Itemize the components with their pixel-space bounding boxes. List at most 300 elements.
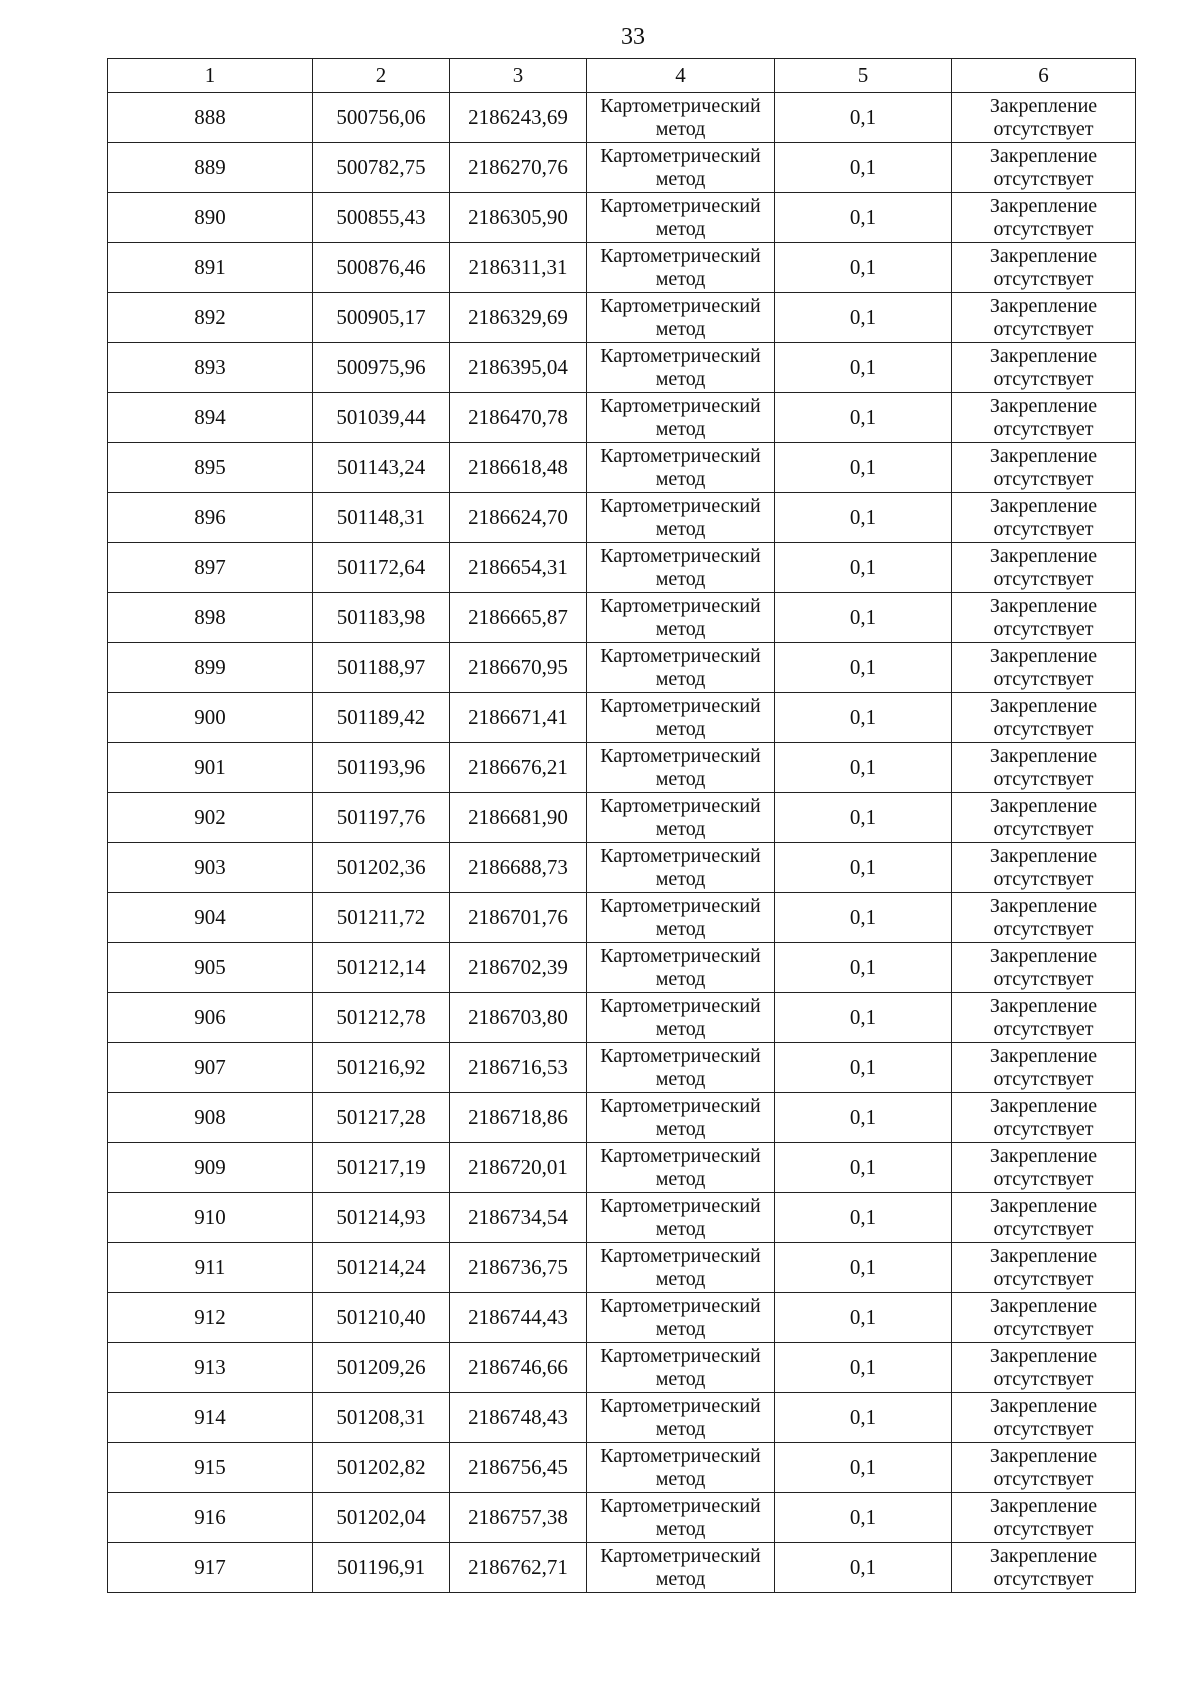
method-cell-line: метод	[655, 867, 706, 890]
accuracy-cell: 0,1	[775, 1193, 952, 1243]
method-cell	[587, 443, 775, 493]
point-number-cell: 910	[108, 1193, 313, 1243]
accuracy-cell: 0,1	[775, 1043, 952, 1093]
method-cell-line: метод	[655, 1467, 706, 1490]
table-row	[108, 1193, 1136, 1243]
fixing-cell-line: отсутствует	[993, 1167, 1094, 1190]
method-cell-line: Картометрический	[600, 744, 761, 767]
x-coordinate-cell: 501193,96	[313, 743, 450, 793]
method-cell-line: метод	[655, 1067, 706, 1090]
fixing-cell-line: отсутствует	[993, 417, 1094, 440]
table-row	[108, 143, 1136, 193]
fixing-cell	[952, 593, 1136, 643]
header-cell-4: 4	[587, 59, 775, 93]
fixing-cell-line: отсутствует	[993, 117, 1094, 140]
fixing-cell-line: отсутствует	[993, 917, 1094, 940]
accuracy-cell: 0,1	[775, 393, 952, 443]
method-cell	[587, 393, 775, 443]
fixing-cell	[952, 743, 1136, 793]
accuracy-cell: 0,1	[775, 343, 952, 393]
header-cell-3: 3	[450, 59, 587, 93]
y-coordinate-cell: 2186470,78	[450, 393, 587, 443]
method-cell-line: Картометрический	[600, 844, 761, 867]
method-cell-line: метод	[655, 517, 706, 540]
method-cell-line: метод	[655, 917, 706, 940]
fixing-cell-line: Закрепление	[989, 1494, 1098, 1517]
table-row	[108, 693, 1136, 743]
fixing-cell-line: Закрепление	[989, 794, 1098, 817]
accuracy-cell: 0,1	[775, 293, 952, 343]
method-cell-line: Картометрический	[600, 144, 761, 167]
method-cell	[587, 1143, 775, 1193]
method-cell-line: Картометрический	[600, 994, 761, 1017]
method-cell	[587, 1093, 775, 1143]
fixing-cell	[952, 843, 1136, 893]
x-coordinate-cell: 501148,31	[313, 493, 450, 543]
accuracy-cell: 0,1	[775, 543, 952, 593]
method-cell-line: Картометрический	[600, 944, 761, 967]
header-cell-1: 1	[108, 59, 313, 93]
method-cell	[587, 793, 775, 843]
fixing-cell-line: отсутствует	[993, 367, 1094, 390]
fixing-cell	[952, 1193, 1136, 1243]
method-cell-line: метод	[655, 767, 706, 790]
accuracy-cell: 0,1	[775, 993, 952, 1043]
x-coordinate-cell: 501210,40	[313, 1293, 450, 1343]
accuracy-cell: 0,1	[775, 643, 952, 693]
fixing-cell-line: Закрепление	[989, 1044, 1098, 1067]
table-row	[108, 1243, 1136, 1293]
fixing-cell-line: Закрепление	[989, 544, 1098, 567]
point-number-cell: 909	[108, 1143, 313, 1193]
fixing-cell-line: отсутствует	[993, 1367, 1094, 1390]
fixing-cell-line: отсутствует	[993, 467, 1094, 490]
table-row	[108, 1443, 1136, 1493]
fixing-cell	[952, 643, 1136, 693]
fixing-cell	[952, 193, 1136, 243]
fixing-cell-line: отсутствует	[993, 1317, 1094, 1340]
method-cell	[587, 343, 775, 393]
point-number-cell: 891	[108, 243, 313, 293]
fixing-cell-line: отсутствует	[993, 1117, 1094, 1140]
y-coordinate-cell: 2186654,31	[450, 543, 587, 593]
accuracy-cell: 0,1	[775, 943, 952, 993]
table-row	[108, 93, 1136, 143]
x-coordinate-cell: 500782,75	[313, 143, 450, 193]
x-coordinate-cell: 501189,42	[313, 693, 450, 743]
point-number-cell: 911	[108, 1243, 313, 1293]
method-cell-line: Картометрический	[600, 1494, 761, 1517]
fixing-cell-line: отсутствует	[993, 617, 1094, 640]
method-cell	[587, 643, 775, 693]
point-number-cell: 888	[108, 93, 313, 143]
method-cell-line: метод	[655, 1167, 706, 1190]
method-cell-line: Картометрический	[600, 1044, 761, 1067]
table-row	[108, 243, 1136, 293]
point-number-cell: 898	[108, 593, 313, 643]
method-cell	[587, 843, 775, 893]
fixing-cell-line: отсутствует	[993, 267, 1094, 290]
header-cell-2: 2	[313, 59, 450, 93]
method-cell-line: метод	[655, 217, 706, 240]
method-cell-line: метод	[655, 1317, 706, 1340]
table-row	[108, 1543, 1136, 1593]
accuracy-cell: 0,1	[775, 1143, 952, 1193]
method-cell-line: метод	[655, 617, 706, 640]
method-cell-line: Картометрический	[600, 244, 761, 267]
y-coordinate-cell: 2186665,87	[450, 593, 587, 643]
method-cell-line: Картометрический	[600, 1144, 761, 1167]
y-coordinate-cell: 2186701,76	[450, 893, 587, 943]
fixing-cell	[952, 993, 1136, 1043]
point-number-cell: 912	[108, 1293, 313, 1343]
method-cell-line: Картометрический	[600, 1094, 761, 1117]
fixing-cell-line: Закрепление	[989, 344, 1098, 367]
accuracy-cell: 0,1	[775, 243, 952, 293]
table-row	[108, 893, 1136, 943]
fixing-cell-line: отсутствует	[993, 1217, 1094, 1240]
table-row	[108, 343, 1136, 393]
fixing-cell	[952, 1543, 1136, 1593]
fixing-cell	[952, 443, 1136, 493]
fixing-cell-line: Закрепление	[989, 894, 1098, 917]
x-coordinate-cell: 501208,31	[313, 1393, 450, 1443]
fixing-cell-line: Закрепление	[989, 294, 1098, 317]
method-cell-line: Картометрический	[600, 644, 761, 667]
method-cell	[587, 193, 775, 243]
method-cell-line: метод	[655, 417, 706, 440]
method-cell	[587, 293, 775, 343]
table-row	[108, 743, 1136, 793]
method-cell	[587, 743, 775, 793]
method-cell-line: метод	[655, 1417, 706, 1440]
y-coordinate-cell: 2186670,95	[450, 643, 587, 693]
accuracy-cell: 0,1	[775, 493, 952, 543]
x-coordinate-cell: 501211,72	[313, 893, 450, 943]
fixing-cell-line: отсутствует	[993, 167, 1094, 190]
point-number-cell: 890	[108, 193, 313, 243]
fixing-cell-line: отсутствует	[993, 667, 1094, 690]
method-cell-line: метод	[655, 717, 706, 740]
x-coordinate-cell: 501214,24	[313, 1243, 450, 1293]
method-cell-line: Картометрический	[600, 1244, 761, 1267]
method-cell-line: Картометрический	[600, 1394, 761, 1417]
accuracy-cell: 0,1	[775, 743, 952, 793]
fixing-cell	[952, 1143, 1136, 1193]
point-number-cell: 901	[108, 743, 313, 793]
fixing-cell-line: Закрепление	[989, 944, 1098, 967]
fixing-cell-line: отсутствует	[993, 1267, 1094, 1290]
method-cell	[587, 1193, 775, 1243]
fixing-cell-line: отсутствует	[993, 1067, 1094, 1090]
fixing-cell	[952, 1243, 1136, 1293]
page-number: 33	[621, 24, 645, 50]
method-cell	[587, 893, 775, 943]
x-coordinate-cell: 501217,19	[313, 1143, 450, 1193]
y-coordinate-cell: 2186716,53	[450, 1043, 587, 1093]
header-cell-5: 5	[775, 59, 952, 93]
header-row	[108, 59, 1136, 93]
method-cell	[587, 1393, 775, 1443]
y-coordinate-cell: 2186744,43	[450, 1293, 587, 1343]
accuracy-cell: 0,1	[775, 1493, 952, 1543]
accuracy-cell: 0,1	[775, 193, 952, 243]
fixing-cell	[952, 793, 1136, 843]
table-row	[108, 1293, 1136, 1343]
fixing-cell-line: Закрепление	[989, 1344, 1098, 1367]
method-cell	[587, 943, 775, 993]
fixing-cell-line: Закрепление	[989, 1394, 1098, 1417]
fixing-cell	[952, 1293, 1136, 1343]
accuracy-cell: 0,1	[775, 1343, 952, 1393]
accuracy-cell: 0,1	[775, 1443, 952, 1493]
fixing-cell	[952, 393, 1136, 443]
method-cell-line: метод	[655, 367, 706, 390]
method-cell-line: Картометрический	[600, 294, 761, 317]
x-coordinate-cell: 501217,28	[313, 1093, 450, 1143]
fixing-cell	[952, 293, 1136, 343]
point-number-cell: 899	[108, 643, 313, 693]
method-cell	[587, 993, 775, 1043]
x-coordinate-cell: 501039,44	[313, 393, 450, 443]
table-row	[108, 943, 1136, 993]
fixing-cell-line: отсутствует	[993, 217, 1094, 240]
fixing-cell-line: Закрепление	[989, 494, 1098, 517]
fixing-cell	[952, 693, 1136, 743]
y-coordinate-cell: 2186762,71	[450, 1543, 587, 1593]
method-cell-line: метод	[655, 467, 706, 490]
method-cell-line: Картометрический	[600, 894, 761, 917]
method-cell	[587, 593, 775, 643]
y-coordinate-cell: 2186243,69	[450, 93, 587, 143]
point-number-cell: 896	[108, 493, 313, 543]
fixing-cell-line: отсутствует	[993, 967, 1094, 990]
fixing-cell	[952, 1343, 1136, 1393]
method-cell	[587, 1543, 775, 1593]
fixing-cell-line: Закрепление	[989, 1194, 1098, 1217]
method-cell-line: метод	[655, 1117, 706, 1140]
fixing-cell-line: Закрепление	[989, 444, 1098, 467]
fixing-cell-line: отсутствует	[993, 867, 1094, 890]
y-coordinate-cell: 2186702,39	[450, 943, 587, 993]
table-row	[108, 493, 1136, 543]
accuracy-cell: 0,1	[775, 1293, 952, 1343]
x-coordinate-cell: 501209,26	[313, 1343, 450, 1393]
method-cell-line: Картометрический	[600, 1194, 761, 1217]
x-coordinate-cell: 500975,96	[313, 343, 450, 393]
y-coordinate-cell: 2186756,45	[450, 1443, 587, 1493]
fixing-cell	[952, 143, 1136, 193]
y-coordinate-cell: 2186311,31	[450, 243, 587, 293]
method-cell-line: метод	[655, 1217, 706, 1240]
y-coordinate-cell: 2186757,38	[450, 1493, 587, 1543]
table-row	[108, 1143, 1136, 1193]
table-row	[108, 643, 1136, 693]
fixing-cell	[952, 243, 1136, 293]
table-row	[108, 193, 1136, 243]
accuracy-cell: 0,1	[775, 1243, 952, 1293]
accuracy-cell: 0,1	[775, 893, 952, 943]
x-coordinate-cell: 500756,06	[313, 93, 450, 143]
method-cell-line: Картометрический	[600, 544, 761, 567]
fixing-cell-line: Закрепление	[989, 844, 1098, 867]
x-coordinate-cell: 501212,78	[313, 993, 450, 1043]
accuracy-cell: 0,1	[775, 1393, 952, 1443]
fixing-cell-line: отсутствует	[993, 767, 1094, 790]
point-number-cell: 906	[108, 993, 313, 1043]
point-number-cell: 897	[108, 543, 313, 593]
method-cell-line: метод	[655, 1517, 706, 1540]
y-coordinate-cell: 2186688,73	[450, 843, 587, 893]
point-number-cell: 893	[108, 343, 313, 393]
y-coordinate-cell: 2186748,43	[450, 1393, 587, 1443]
point-number-cell: 917	[108, 1543, 313, 1593]
method-cell-line: Картометрический	[600, 194, 761, 217]
method-cell	[587, 1293, 775, 1343]
fixing-cell-line: Закрепление	[989, 694, 1098, 717]
x-coordinate-cell: 501172,64	[313, 543, 450, 593]
point-number-cell: 900	[108, 693, 313, 743]
fixing-cell	[952, 343, 1136, 393]
accuracy-cell: 0,1	[775, 143, 952, 193]
table-header	[108, 59, 1136, 93]
method-cell-line: метод	[655, 117, 706, 140]
y-coordinate-cell: 2186746,66	[450, 1343, 587, 1393]
fixing-cell-line: отсутствует	[993, 1467, 1094, 1490]
fixing-cell-line: Закрепление	[989, 1094, 1098, 1117]
method-cell	[587, 1243, 775, 1293]
fixing-cell	[952, 1393, 1136, 1443]
y-coordinate-cell: 2186395,04	[450, 343, 587, 393]
x-coordinate-cell: 501202,04	[313, 1493, 450, 1543]
y-coordinate-cell: 2186681,90	[450, 793, 587, 843]
accuracy-cell: 0,1	[775, 693, 952, 743]
table-row	[108, 843, 1136, 893]
fixing-cell-line: Закрепление	[989, 1294, 1098, 1317]
fixing-cell-line: отсутствует	[993, 317, 1094, 340]
table-row	[108, 393, 1136, 443]
table-row	[108, 593, 1136, 643]
fixing-cell-line: отсутствует	[993, 717, 1094, 740]
point-number-cell: 903	[108, 843, 313, 893]
method-cell	[587, 693, 775, 743]
point-number-cell: 914	[108, 1393, 313, 1443]
fixing-cell-line: Закрепление	[989, 1444, 1098, 1467]
table-row	[108, 793, 1136, 843]
fixing-cell-line: Закрепление	[989, 394, 1098, 417]
point-number-cell: 902	[108, 793, 313, 843]
point-number-cell: 913	[108, 1343, 313, 1393]
method-cell	[587, 143, 775, 193]
method-cell-line: Картометрический	[600, 1294, 761, 1317]
fixing-cell-line: Закрепление	[989, 744, 1098, 767]
y-coordinate-cell: 2186736,75	[450, 1243, 587, 1293]
y-coordinate-cell: 2186720,01	[450, 1143, 587, 1193]
header-cell-6: 6	[952, 59, 1136, 93]
method-cell-line: метод	[655, 667, 706, 690]
method-cell-line: Картометрический	[600, 494, 761, 517]
point-number-cell: 915	[108, 1443, 313, 1493]
method-cell-line: метод	[655, 967, 706, 990]
fixing-cell-line: отсутствует	[993, 1517, 1094, 1540]
x-coordinate-cell: 501196,91	[313, 1543, 450, 1593]
y-coordinate-cell: 2186676,21	[450, 743, 587, 793]
method-cell-line: метод	[655, 317, 706, 340]
method-cell-line: Картометрический	[600, 394, 761, 417]
point-number-cell: 904	[108, 893, 313, 943]
fixing-cell-line: отсутствует	[993, 1417, 1094, 1440]
x-coordinate-cell: 501202,36	[313, 843, 450, 893]
x-coordinate-cell: 500876,46	[313, 243, 450, 293]
point-number-cell: 907	[108, 1043, 313, 1093]
fixing-cell	[952, 1493, 1136, 1543]
fixing-cell-line: отсутствует	[993, 1567, 1094, 1590]
method-cell	[587, 93, 775, 143]
point-number-cell: 908	[108, 1093, 313, 1143]
method-cell	[587, 543, 775, 593]
y-coordinate-cell: 2186329,69	[450, 293, 587, 343]
fixing-cell	[952, 1093, 1136, 1143]
accuracy-cell: 0,1	[775, 1093, 952, 1143]
fixing-cell-line: Закрепление	[989, 1544, 1098, 1567]
y-coordinate-cell: 2186734,54	[450, 1193, 587, 1243]
x-coordinate-cell: 501183,98	[313, 593, 450, 643]
fixing-cell-line: отсутствует	[993, 567, 1094, 590]
method-cell-line: метод	[655, 1267, 706, 1290]
x-coordinate-cell: 501143,24	[313, 443, 450, 493]
method-cell-line: метод	[655, 267, 706, 290]
fixing-cell-line: отсутствует	[993, 1017, 1094, 1040]
method-cell-line: Картометрический	[600, 794, 761, 817]
fixing-cell	[952, 893, 1136, 943]
method-cell-line: Картометрический	[600, 94, 761, 117]
y-coordinate-cell: 2186718,86	[450, 1093, 587, 1143]
x-coordinate-cell: 501214,93	[313, 1193, 450, 1243]
method-cell-line: метод	[655, 567, 706, 590]
y-coordinate-cell: 2186305,90	[450, 193, 587, 243]
method-cell	[587, 243, 775, 293]
table-row	[108, 293, 1136, 343]
x-coordinate-cell: 501212,14	[313, 943, 450, 993]
point-number-cell: 889	[108, 143, 313, 193]
point-number-cell: 905	[108, 943, 313, 993]
method-cell-line: Картометрический	[600, 594, 761, 617]
fixing-cell	[952, 493, 1136, 543]
fixing-cell-line: Закрепление	[989, 144, 1098, 167]
method-cell-line: Картометрический	[600, 344, 761, 367]
fixing-cell-line: Закрепление	[989, 1244, 1098, 1267]
accuracy-cell: 0,1	[775, 93, 952, 143]
table-row	[108, 1493, 1136, 1543]
y-coordinate-cell: 2186270,76	[450, 143, 587, 193]
table-row	[108, 1393, 1136, 1443]
fixing-cell-line: Закрепление	[989, 194, 1098, 217]
y-coordinate-cell: 2186624,70	[450, 493, 587, 543]
table-row	[108, 543, 1136, 593]
x-coordinate-cell: 501197,76	[313, 793, 450, 843]
method-cell-line: метод	[655, 1017, 706, 1040]
y-coordinate-cell: 2186703,80	[450, 993, 587, 1043]
y-coordinate-cell: 2186618,48	[450, 443, 587, 493]
point-number-cell: 895	[108, 443, 313, 493]
fixing-cell-line: Закрепление	[989, 994, 1098, 1017]
method-cell-line: Картометрический	[600, 694, 761, 717]
accuracy-cell: 0,1	[775, 593, 952, 643]
fixing-cell-line: Закрепление	[989, 644, 1098, 667]
method-cell	[587, 1043, 775, 1093]
fixing-cell	[952, 1443, 1136, 1493]
method-cell	[587, 493, 775, 543]
